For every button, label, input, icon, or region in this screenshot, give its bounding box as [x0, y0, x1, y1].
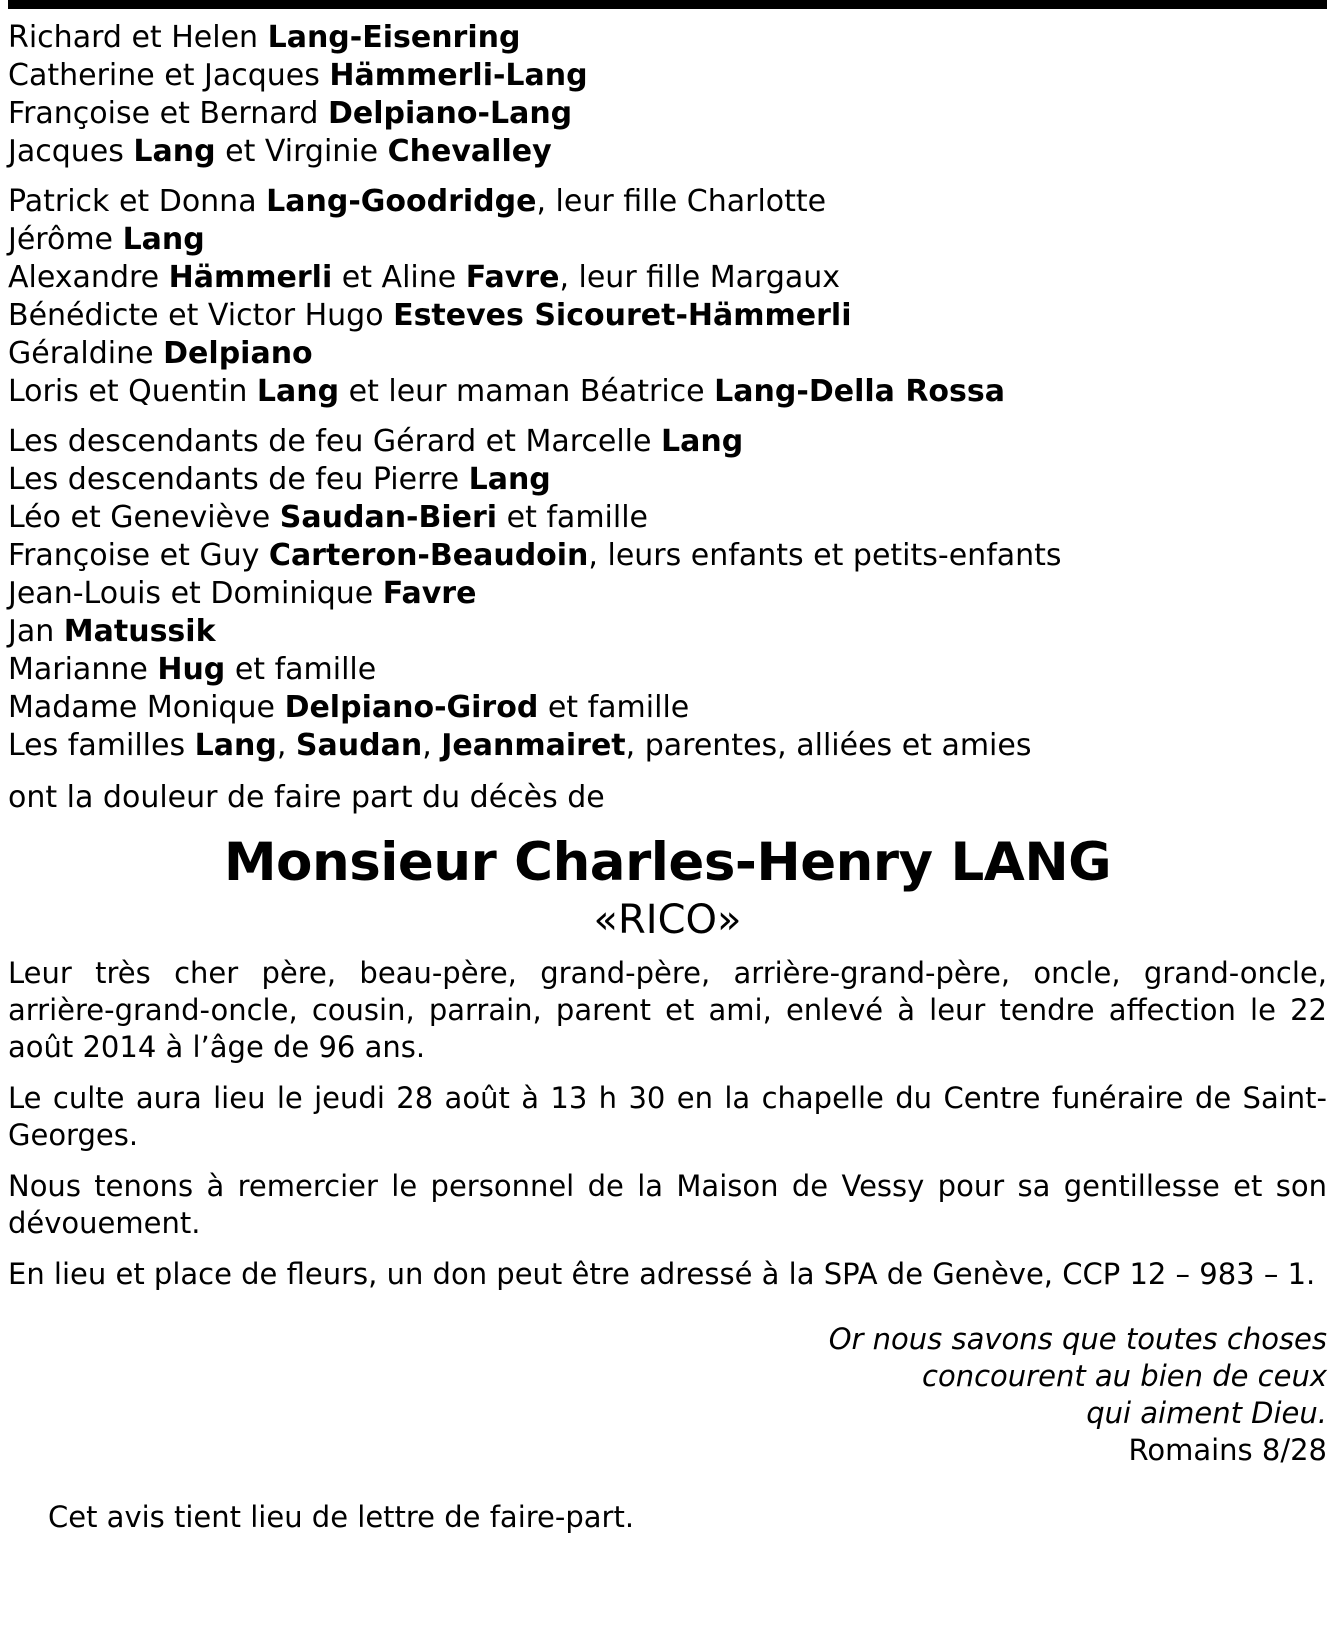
- family-text: Madame Monique: [8, 690, 285, 725]
- family-surname: Lang-Eisenring: [267, 20, 521, 55]
- family-text: , leur fille Margaux: [559, 260, 841, 295]
- family-line: [8, 689, 1327, 727]
- family-surname: Saudan-Bieri: [279, 500, 498, 535]
- family-surname: Lang: [256, 374, 340, 409]
- family-text: Loris et Quentin: [8, 374, 257, 409]
- announcement-intro: ont la douleur de faire part du décès de: [8, 780, 605, 815]
- family-surname: Hug: [157, 652, 226, 687]
- family-text: Léo et Geneviève: [8, 500, 280, 535]
- family-line: [8, 537, 1327, 575]
- family-text: Les descendants de feu Gérard et Marcelle: [8, 424, 661, 459]
- family-surname: Carteron-Beaudoin: [268, 538, 589, 573]
- family-line: [8, 57, 1327, 95]
- family-text: et famille: [225, 652, 377, 687]
- family-text: Les familles: [8, 728, 195, 763]
- family-surname: Esteves Sicouret-Hämmerli: [393, 298, 852, 333]
- family-text: Patrick et Donna: [8, 184, 267, 219]
- family-surname: Chevalley: [387, 134, 552, 169]
- family-text: et famille: [497, 500, 649, 535]
- paragraph-ceremony: Le culte aura lieu le jeudi 28 août à 13 h 30 en la chapelle du Centre funéraire de Saint-Georges.: [8, 1081, 1327, 1152]
- family-text: et famille: [538, 690, 690, 725]
- paragraph-donations: En lieu et place de fleurs, un don peut être adressé à la SPA de Genève, CCP 12 – 983 – 1.: [8, 1257, 1316, 1291]
- family-surname: Delpiano-Lang: [328, 96, 573, 131]
- family-line: [8, 19, 1327, 57]
- family-surname: Lang-Goodridge: [266, 184, 537, 219]
- family-surname: Hämmerli-Lang: [329, 58, 588, 93]
- deceased-nickname: «RICO»: [593, 897, 742, 943]
- family-text: Alexandre: [8, 260, 169, 295]
- family-text: Jérôme: [8, 222, 123, 257]
- family-surname: Lang: [133, 134, 216, 169]
- family-text: Richard et Helen: [8, 20, 268, 55]
- family-text: et Virginie: [215, 134, 388, 169]
- verse-line: Or nous savons que toutes choses: [828, 1322, 1327, 1356]
- family-surname: Lang: [122, 222, 205, 257]
- family-text: Bénédicte et Victor Hugo: [8, 298, 394, 333]
- family-text: Jean-Louis et Dominique: [8, 576, 383, 611]
- family-line: [8, 95, 1327, 133]
- verse-line: qui aiment Dieu.: [1086, 1396, 1327, 1430]
- family-text: , leurs enfants et petits-enfants: [588, 538, 1062, 573]
- family-surname: Matussik: [63, 614, 216, 649]
- family-surname: Delpiano: [163, 336, 313, 371]
- family-surname: Saudan: [295, 728, 423, 763]
- family-line: [8, 373, 1327, 411]
- family-text: Les descendants de feu Pierre: [8, 462, 469, 497]
- family-surname: Lang: [194, 728, 277, 763]
- family-text: Françoise et Bernard: [8, 96, 328, 131]
- family-surname: Lang: [661, 424, 744, 459]
- family-line: [8, 575, 1327, 613]
- family-surname: Favre: [382, 576, 477, 611]
- family-surname: Lang-Della Rossa: [714, 374, 1005, 409]
- family-text: ,: [422, 728, 442, 763]
- family-group-extended-family: [8, 423, 1327, 765]
- family-line: [8, 651, 1327, 689]
- family-group-immediate-family: [8, 19, 1327, 171]
- family-line: [8, 335, 1327, 373]
- top-divider-rule: [8, 0, 1327, 9]
- deceased-name: Monsieur Charles-Henry LANG: [223, 832, 1112, 893]
- paragraph-relations: Leur très cher père, beau-père, grand-père, arrière-grand-père, oncle, grand-oncle, arrière-grand-oncle, cousin, parrain, parent et ami, enlevé à leur tendre affection le 22 août 2014 à l’âge de 96 ans.: [8, 956, 1327, 1064]
- family-text: Jan: [8, 614, 64, 649]
- family-text: ,: [276, 728, 296, 763]
- family-text: et Aline: [332, 260, 466, 295]
- family-line: [8, 183, 1327, 221]
- family-text: , parentes, alliées et amies: [625, 728, 1032, 763]
- scripture-verse: [8, 1321, 1327, 1469]
- family-group-grandchildren: [8, 183, 1327, 411]
- family-surname: Hämmerli: [168, 260, 333, 295]
- family-surname: Lang: [468, 462, 551, 497]
- family-surname: Delpiano-Girod: [284, 690, 539, 725]
- family-line: [8, 499, 1327, 537]
- family-text: , leur fille Charlotte: [536, 184, 827, 219]
- family-text: Françoise et Guy: [8, 538, 269, 573]
- family-text: Géraldine: [8, 336, 164, 371]
- family-line: [8, 259, 1327, 297]
- family-line: [8, 727, 1327, 765]
- family-line: [8, 133, 1327, 171]
- family-line: [8, 613, 1327, 651]
- verse-line: concourent au bien de ceux: [922, 1359, 1327, 1393]
- family-surname: Jeanmairet: [441, 728, 626, 763]
- paragraph-thanks: Nous tenons à remercier le personnel de la Maison de Vessy pour sa gentillesse et son dévouement.: [8, 1169, 1327, 1240]
- family-text: et leur maman Béatrice: [339, 374, 715, 409]
- footer-note: Cet avis tient lieu de lettre de faire-part.: [48, 1500, 635, 1534]
- verse-reference: Romains 8/28: [1128, 1433, 1327, 1467]
- family-line: [8, 221, 1327, 259]
- family-groups: [8, 19, 1327, 765]
- family-text: Catherine et Jacques: [8, 58, 330, 93]
- family-text: Jacques: [8, 134, 134, 169]
- family-line: [8, 461, 1327, 499]
- family-surname: Favre: [465, 260, 560, 295]
- family-line: [8, 423, 1327, 461]
- family-line: [8, 297, 1327, 335]
- family-text: Marianne: [8, 652, 158, 687]
